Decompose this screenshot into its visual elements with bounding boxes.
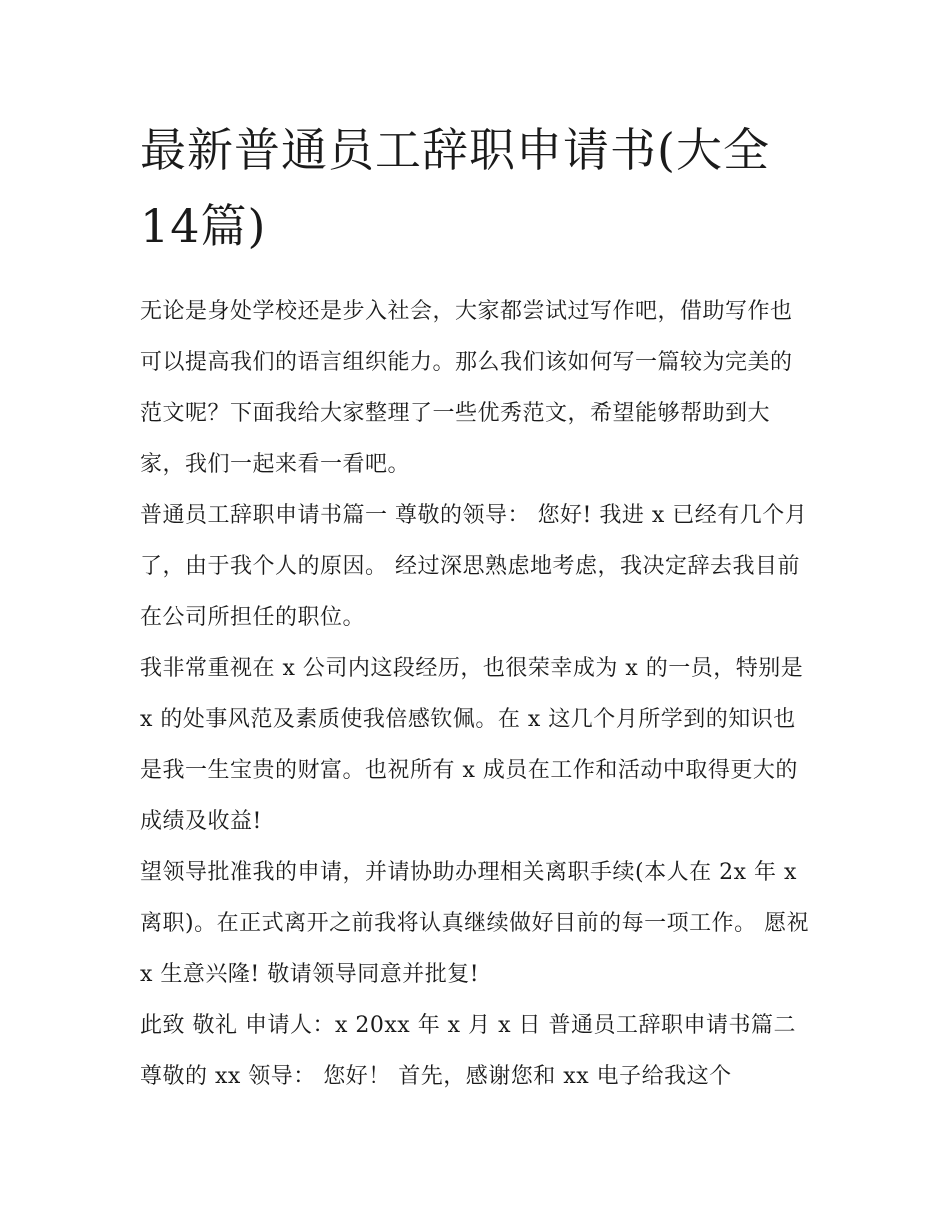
paragraph-letter-one-opening: 普通员工辞职申请书篇一 尊敬的领导： 您好! 我进 x 已经有几个月了，由于我个人的原因。 经过深思熟虑地考虑，我决定辞去我目前在公司所担任的职位。	[140, 503, 808, 630]
paragraph-letter-one-body: 我非常重视在 x 公司内这段经历，也很荣幸成为 x 的一员，特别是 x 的处事风范及素质使我倍感钦佩。在 x 这几个月所学到的知识也是我一生宝贵的财富。也祝所有 x 成员在工作和活动中取得更大的成绩及收益!	[140, 656, 804, 834]
document-page	[140, 112, 812, 1102]
paragraph-letter-one-request: 望领导批准我的申请，并请协助办理相关离职手续(本人在 2x 年 x 离职)。在正式离开之前我将认真继续做好目前的每一项工作。 愿祝 x 生意兴隆! 敬请领导同意并批复!	[140, 860, 810, 987]
document-title: 最新普通员工辞职申请书(大全14篇)	[140, 123, 770, 253]
paragraph-intro: 无论是身处学校还是步入社会，大家都尝试过写作吧，借助写作也可以提高我们的语言组织能力。那么我们该如何写一篇较为完美的范文呢？下面我给大家整理了一些优秀范文，希望能够帮助到大家，我们一起来看一看吧。	[140, 299, 793, 477]
paragraph-letter-one-closing: 此致 敬礼 申请人：x 20xx 年 x 月 x 日 普通员工辞职申请书篇二 尊敬的 xx 领导： 您好！ 首先，感谢您和 xx 电子给我这个	[140, 1013, 796, 1089]
